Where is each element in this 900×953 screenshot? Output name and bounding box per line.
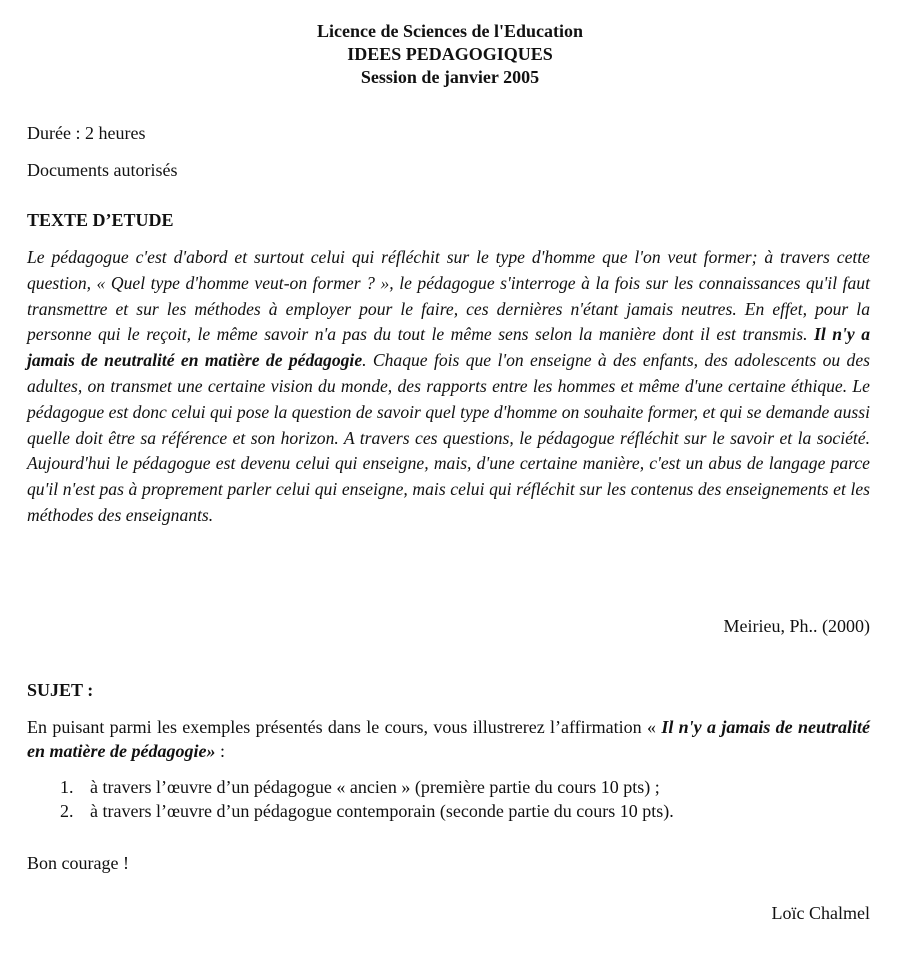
study-text-title: TEXTE D’ETUDE <box>27 210 174 230</box>
subject-quote: Il n'y a jamais de neutralité en matière de pédagogie» <box>27 717 871 761</box>
list-item <box>60 799 860 823</box>
header-course: IDEES PEDAGOGIQUES <box>347 44 553 64</box>
list-item-number: 2. <box>60 801 74 821</box>
subject-title: SUJET : <box>27 680 94 700</box>
subject-list <box>60 775 860 823</box>
study-text-key-statement: Il n'y a jamais de neutralité en matière de pédagogie <box>27 324 871 371</box>
study-text-body <box>27 245 870 529</box>
list-item-number: 1. <box>60 777 74 797</box>
list-item-text: à travers l’œuvre d’un pédagogue contemporain (seconde partie du cours 10 pts). <box>90 801 674 821</box>
study-text-part1: Le pédagogue c'est d'abord et surtout celui qui réfléchit sur le type d'homme que l'on veut former; à travers cette question, « Quel type d'homme veut-on former ? », le pédagogue s'interroge à la fois sur les connaissances qu'il faut transmettre et sur les méthodes à employer pour le faire, ces dernières n'étant jamais neutres. En effet, pour la personne qui le reçoit, le même savoir n'a pas du tout le même sens selon la manière dont il est transmis. <box>27 247 870 345</box>
closing-wish: Bon courage ! <box>27 853 129 873</box>
subject-intro-end: : <box>215 741 225 761</box>
document-header <box>0 20 900 89</box>
subject-instruction <box>27 715 870 763</box>
study-text-part2: . Chaque fois que l'on enseigne à des enfants, des adolescents ou des adultes, on transmet une certaine vision du monde, des rapports entre les hommes et même d'une certaine éthique. Le pédagogue est donc celui qui pose la question de savoir quel type d'homme on souhaite former, et qui se demande aussi quelle doit être sa référence et son horizon. A travers ces questions, le pédagogue réfléchit sur le savoir et la société. Aujourd'hui le pédagogue est devenu celui qui enseigne, mais, d'une certaine manière, c'est un abus de langage parce qu'il n'est pas à proprement parler celui qui enseigne, mais celui qui réfléchit sur les contenus des enseignements et les méthodes des enseignants. <box>27 350 870 525</box>
subject-intro: En puisant parmi les exemples présentés dans le cours, vous illustrerez l’affirmation « <box>27 717 662 737</box>
list-item-text: à travers l’œuvre d’un pédagogue « ancien » (première partie du cours 10 pts) ; <box>90 777 660 797</box>
study-citation: Meirieu, Ph.. (2000) <box>723 616 870 636</box>
documents-allowed: Documents autorisés <box>27 160 178 180</box>
author-signature: Loïc Chalmel <box>771 903 870 923</box>
header-session: Session de janvier 2005 <box>360 67 540 87</box>
header-degree: Licence de Sciences de l'Education <box>317 21 583 41</box>
list-item <box>60 775 860 799</box>
exam-duration: Durée : 2 heures <box>27 123 146 143</box>
